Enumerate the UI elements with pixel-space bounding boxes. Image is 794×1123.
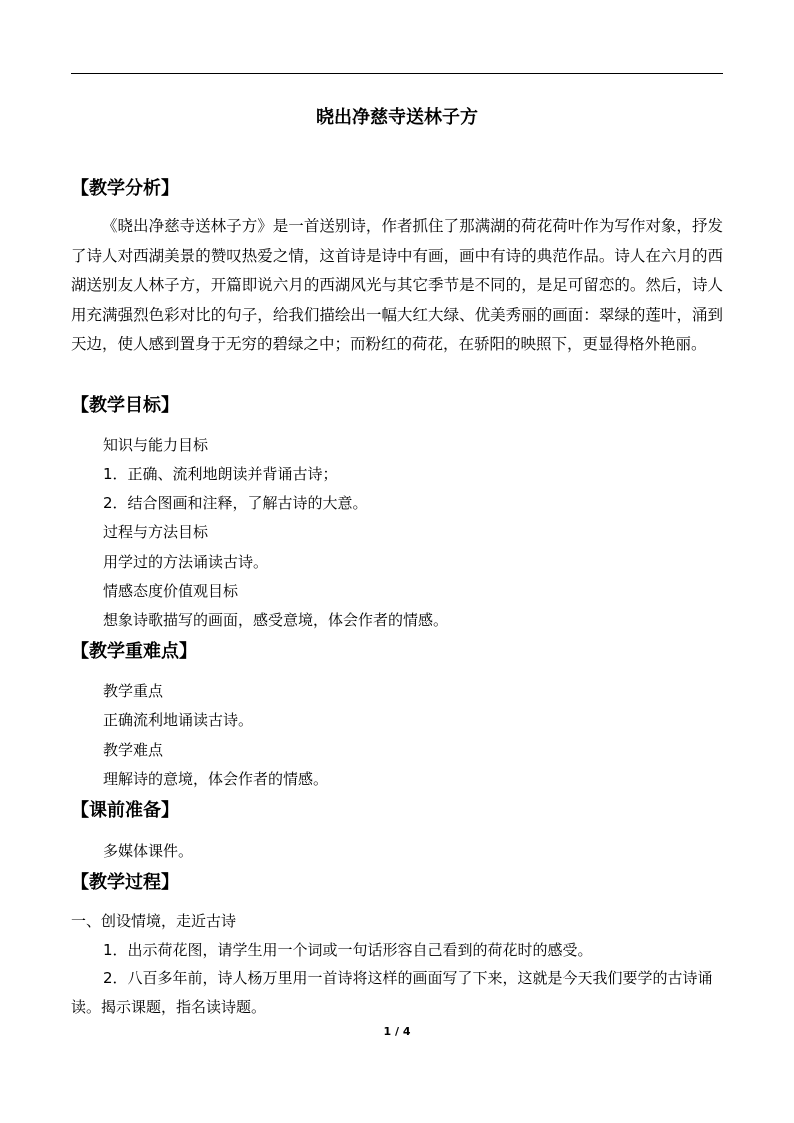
goal-line: 2．结合图画和注释，了解古诗的大意。 [103, 494, 368, 512]
goal-line: 情感态度价值观目标 [103, 582, 239, 600]
key-point-line: 正确流利地诵读古诗。 [103, 711, 254, 729]
preparation-line: 多媒体课件。 [103, 842, 194, 860]
key-point-line: 理解诗的意境，体会作者的情感。 [103, 770, 329, 788]
key-point-line: 教学难点 [103, 741, 164, 759]
goal-line: 用学过的方法诵读古诗。 [103, 553, 269, 571]
process-item: 2．八百多年前，诗人杨万里用一首诗将这样的画面写了下来，这就是今天我们要学的古诗诵读。揭示课题，指名读诗题。 [71, 969, 713, 1016]
process-item: 1．出示荷花图，请学生用一个词或一句话形容自己看到的荷花时的感受。 [103, 941, 593, 959]
page-number: 1 / 4 [383, 1025, 411, 1038]
goal-line: 知识与能力目标 [103, 436, 209, 454]
goal-line: 1．正确、流利地朗读并背诵古诗； [103, 465, 338, 483]
heading-key-points: 【教学重难点】 [71, 641, 197, 662]
heading-analysis: 【教学分析】 [71, 178, 179, 199]
goal-line: 过程与方法目标 [103, 523, 209, 541]
heading-preparation: 【课前准备】 [71, 800, 179, 821]
document-title: 晓出净慈寺送林子方 [316, 107, 478, 128]
analysis-paragraph: 《晓出净慈寺送林子方》是一首送别诗，作者抓住了那满湖的荷花荷叶作为写作对象，抒发了诗人对西湖美景的赞叹热爱之情，这首诗是诗中有画，画中有诗的典范作品。诗人在六月的西湖送别友人林子方，开篇即说六月的西湖风光与其它季节是不同的，是足可留恋的。然后，诗人用充满强烈色彩对比的句子，给我们描绘出一幅大红大绿、优美秀丽的画面：翠绿的莲叶，涌到天边，使人感到置身于无穷的碧绿之中；而粉红的荷花，在骄阳的映照下，更显得格外艳丽。 [71, 217, 723, 353]
key-point-line: 教学重点 [103, 682, 164, 700]
heading-goals: 【教学目标】 [71, 395, 179, 416]
goal-line: 想象诗歌描写的画面，感受意境，体会作者的情感。 [103, 611, 449, 629]
heading-process: 【教学过程】 [71, 872, 179, 893]
header-rule [71, 73, 723, 74]
process-step-title: 一、创设情境，走近古诗 [71, 912, 237, 930]
